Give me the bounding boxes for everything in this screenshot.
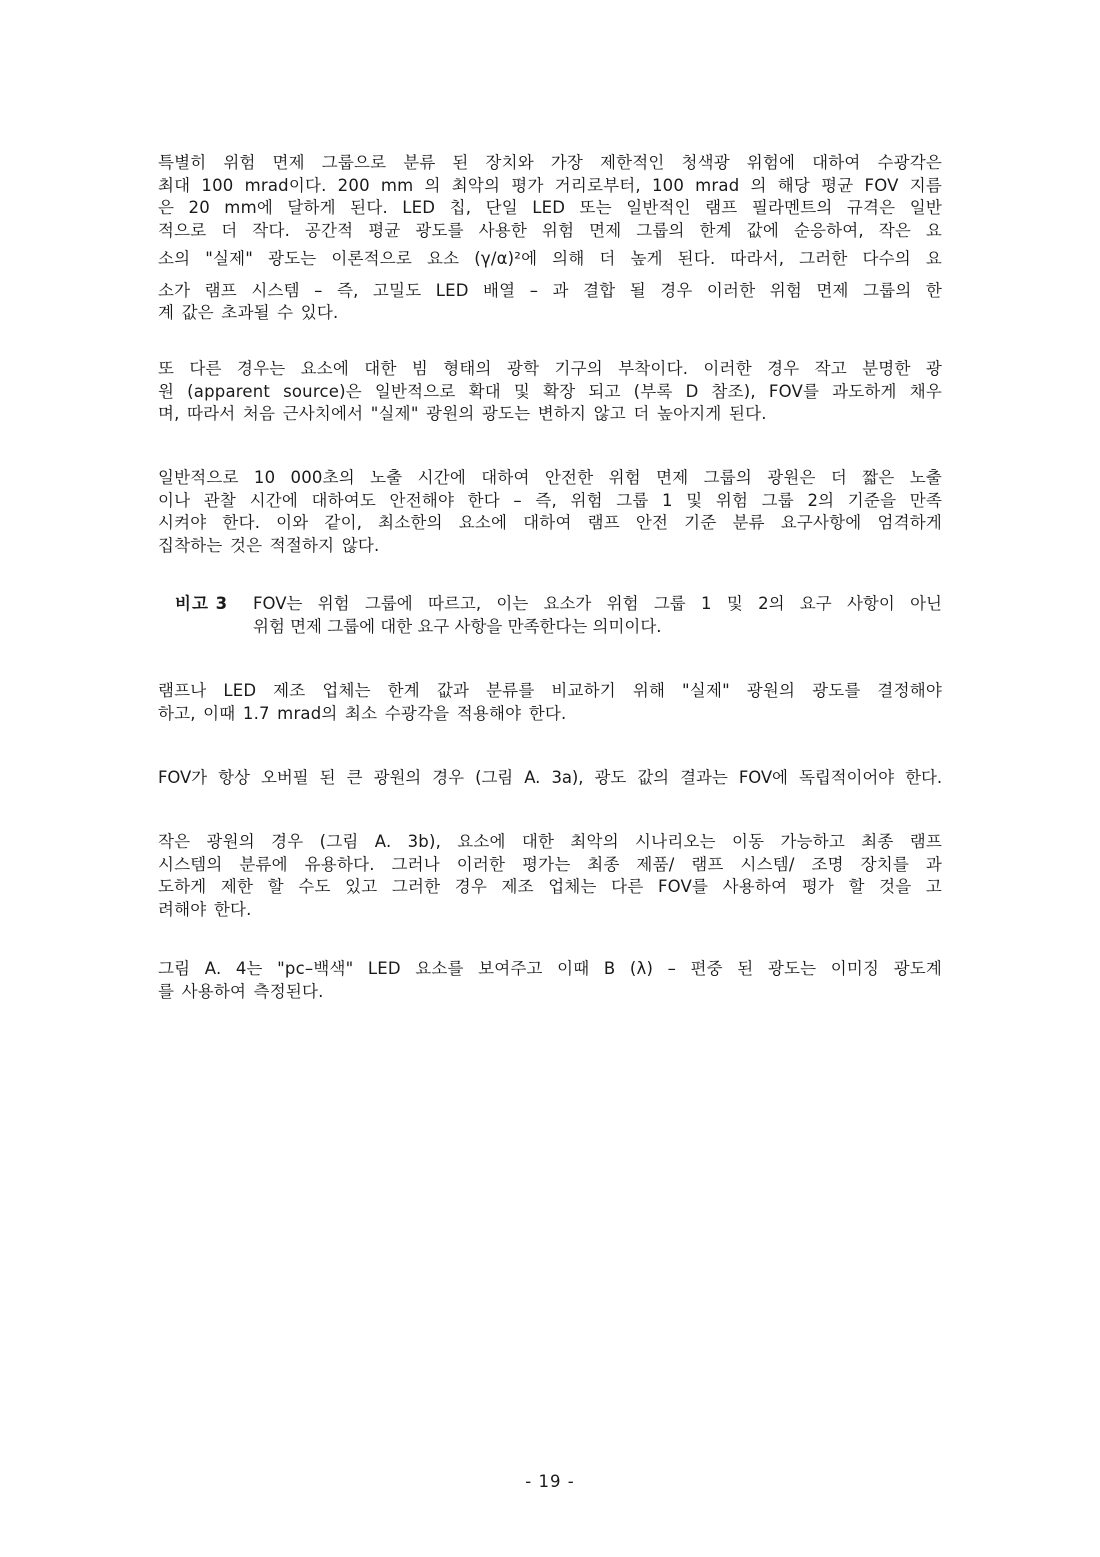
text-line: 일반적으로 10 000초의 노출 시간에 대하여 안전한 위험 면제 그룹의 광원은 더 짧은 노출 <box>158 468 942 487</box>
text-line: 계 값은 초과될 수 있다. <box>158 303 339 322</box>
text-line: 하고, 이때 1.7 mrad의 최소 수광각을 적용해야 한다. <box>158 703 567 723</box>
text-line: 이나 관찰 시간에 대하여도 안전해야 한다 – 즉, 위험 그룹 1 및 위험 그룹 2의 기준을 만족 <box>158 490 942 510</box>
text-line: 시스템의 분류에 유용하다. 그러나 이러한 평가는 최종 제품/ 램프 시스템/ 조명 장치를 과 <box>158 854 942 874</box>
page-number: - 19 - <box>525 1472 575 1491</box>
text-line: 위험 면제 그룹에 대한 요구 사항을 만족한다는 의미이다. <box>253 616 662 636</box>
text-line: 은 20 mm에 달하게 된다. LED 칩, 단일 LED 또는 일반적인 램프 필라멘트의 규격은 일반 <box>158 198 942 217</box>
text-line: FOV는 위험 그룹에 따르고, 이는 요소가 위험 그룹 1 및 2의 요구 사항이 아닌 <box>253 594 942 613</box>
paragraph-7 <box>158 958 942 1003</box>
text-line: 도하게 제한 할 수도 있고 그러한 경우 제조 업체는 다른 FOV를 사용하여 평가 할 것을 고 <box>158 877 942 896</box>
text-line: 려해야 한다. <box>158 899 252 919</box>
text-line: 또 다른 경우는 요소에 대한 빔 형태의 광학 기구의 부착이다. 이러한 경우 작고 분명한 광 <box>158 359 942 378</box>
paragraph-1 <box>158 152 942 325</box>
text-line: 최대 100 mrad이다. 200 mm 의 최악의 평가 거리로부터, 100 mrad 의 해당 평균 FOV 지름 <box>158 175 942 195</box>
text-line: 집착하는 것은 적절하지 않다. <box>158 535 380 555</box>
paragraph-2 <box>158 358 942 426</box>
text-line: 소의 "실제" 광도는 이론적으로 요소 (γ/α)²에 의해 더 높게 된다. 따라서, 그러한 다수의 요 <box>158 249 942 268</box>
text-line: 며, 따라서 처음 근사치에서 "실제" 광원의 광도는 변하지 않고 더 높아지게 된다. <box>158 404 767 423</box>
paragraph-6 <box>158 831 942 921</box>
text-line: 원 (apparent source)은 일반적으로 확대 및 확장 되고 (부록 D 참조), FOV를 과도하게 채우 <box>158 381 942 401</box>
text-line: 적으로 더 작다. 공간적 평균 광도를 사용한 위험 면제 그룹의 한계 값에 순응하여, 작은 요 <box>158 220 942 240</box>
paragraph-5 <box>158 767 942 790</box>
paragraph-4 <box>158 680 942 725</box>
text-line: 작은 광원의 경우 (그림 A. 3b), 요소에 대한 최악의 시나리오는 이동 가능하고 최종 램프 <box>158 832 942 851</box>
paragraph-3 <box>158 467 942 557</box>
text-line: 시켜야 한다. 이와 같이, 최소한의 요소에 대하여 램프 안전 기준 분류 요구사항에 엄격하게 <box>158 513 942 532</box>
note-body <box>253 593 942 638</box>
text-line: 램프나 LED 제조 업체는 한계 값과 분류를 비교하기 위해 "실제" 광원의 광도를 결정해야 <box>158 681 942 700</box>
text-line: FOV가 항상 오버필 된 큰 광원의 경우 (그림 A. 3a), 광도 값의 결과는 FOV에 독립적이어야 한다. <box>158 768 942 787</box>
note-label: 비고 3 <box>175 594 229 613</box>
note-3 <box>175 593 942 638</box>
text-line: 를 사용하여 측정된다. <box>158 981 324 1001</box>
text-line: 소가 램프 시스템 – 즉, 고밀도 LED 배열 – 과 결합 될 경우 이러한 위험 면제 그룹의 한 <box>158 280 942 300</box>
text-line: 그림 A. 4는 "pc–백색" LED 요소를 보여주고 이때 B (λ) – 편중 된 광도는 이미징 광도계 <box>158 959 942 978</box>
text-line: 특별히 위험 면제 그룹으로 분류 된 장치와 가장 제한적인 청색광 위험에 대하여 수광각은 <box>158 153 942 172</box>
